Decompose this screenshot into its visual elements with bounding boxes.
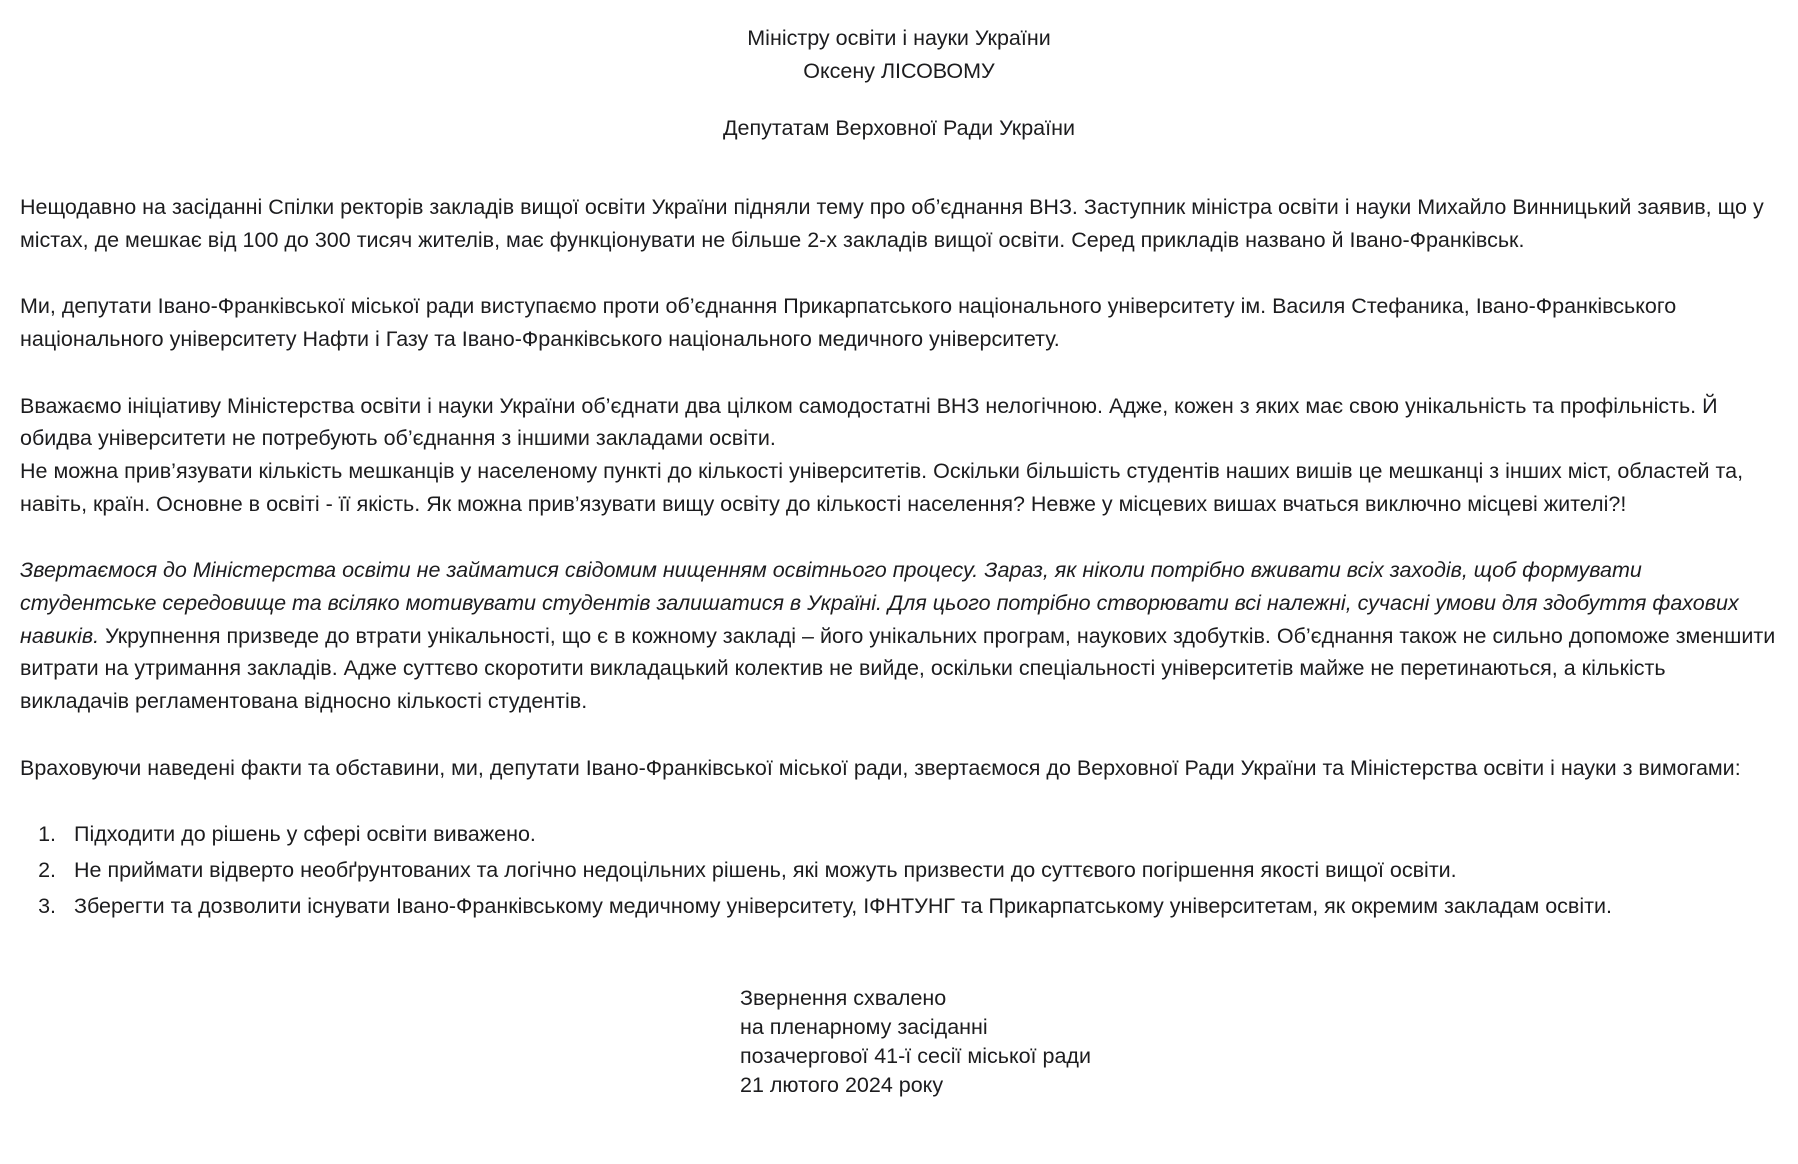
list-item: 2. Не приймати відверто необґрунтованих та логічно недоцільних рішень, які можуть призвести до суттєвого погіршення якості вищої освіти. [62,854,1778,887]
addressee-block [20,22,1778,145]
paragraph-argument [20,390,1778,521]
paragraph-intro: Нещодавно на засіданні Спілки ректорів закладів вищої освіти України підняли тему про об’єднання ВНЗ. Заступник міністра освіти і науки Михайло Винницький заявив, що у містах, де мешкає від 100 до 300 тисяч жителів, має функціонувати не більше 2-х закладів вищої освіти. Серед прикладів названо й Івано-Франківськ. [20,195,1764,252]
addressee-line-deputies: Депутатам Верховної Ради України [723,116,1075,141]
paragraph-protest: Ми, депутати Івано-Франківської міської ради виступаємо проти об’єднання Прикарпатського національного університету ім. Василя Стефаника, Івано-Франківського національного університету Нафти і Газу та Івано-Франківського національного медичного університету. [20,294,1677,352]
addressee-line-minister: Міністру освіти і науки України [747,26,1051,50]
approval-block [740,984,1778,1100]
approval-line: Звернення схвалено [740,986,947,1011]
approval-line: позачергової 41-ї сесії міської ради [740,1044,1091,1069]
addressee-line-name: Оксену ЛІСОВОМУ [803,58,995,83]
paragraph-demands-intro: Враховуючи наведені факти та обставини, ми, депутати Івано-Франківської міської ради, звертаємося до Верховної Ради України та Міністерства освіти і науки з вимогами: [20,755,1741,780]
list-item: 1. Підходити до рішень у сфері освіти виважено. [62,818,1778,851]
approval-line: 21 лютого 2024 року [740,1073,944,1098]
list-item: 3. Зберегти та дозволити існувати Івано-Франківському медичному університету, ІФНТУНГ та Прикарпатському університетам, як окремим закладам освіти. [62,890,1778,923]
paragraph-text: Вважаємо ініціативу Міністерства освіти і науки України об’єднати два цілком самодостатні ВНЗ нелогічною. Адже, кожен з яких має свою унікальність та профільність. Й обидва університети не потребують об’єднання з іншими закладами освіти. [20,393,1718,451]
paragraph-text: Укрупнення призведе до втрати унікальності, що є в кожному закладі – його унікальних програм, наукових здобутків. Об’єднання також не сильно допоможе зменшити витрати на утримання закладів. Адже суттєво скоротити викладацький колектив не вийде, оскільки спеціальності університетів майже не перетинаються, а кількість викладачів регламентована відносно кількості студентів. [20,623,1776,714]
paragraph-appeal [20,554,1778,717]
demands-list [20,818,1778,922]
approval-line: на пленарному засіданні [740,1015,988,1040]
paragraph-text: Не можна прив’язувати кількість мешканців у населеному пункті до кількості університетів. Оскільки більшість студентів наших вишів це мешканці з інших міст, областей та, навіть, країн. Основне в освіті - її якість. Як можна прив’язувати вищу освіту до кількості населення? Невже у місцевих вишах вчаться виключно місцеві жителі?! [20,459,1744,516]
paragraph-text-italic: Звертаємося до Міністерства освіти не займатися свідомим нищенням освітнього процесу. Зараз, як ніколи потрібно вживати всіх заходів, щоб формувати студентське середовище та всіляко мотивувати студентів залишатися в Україні. Для цього потрібно створювати всі належні, сучасні умови для здобуття фахових навиків. [20,558,1739,648]
